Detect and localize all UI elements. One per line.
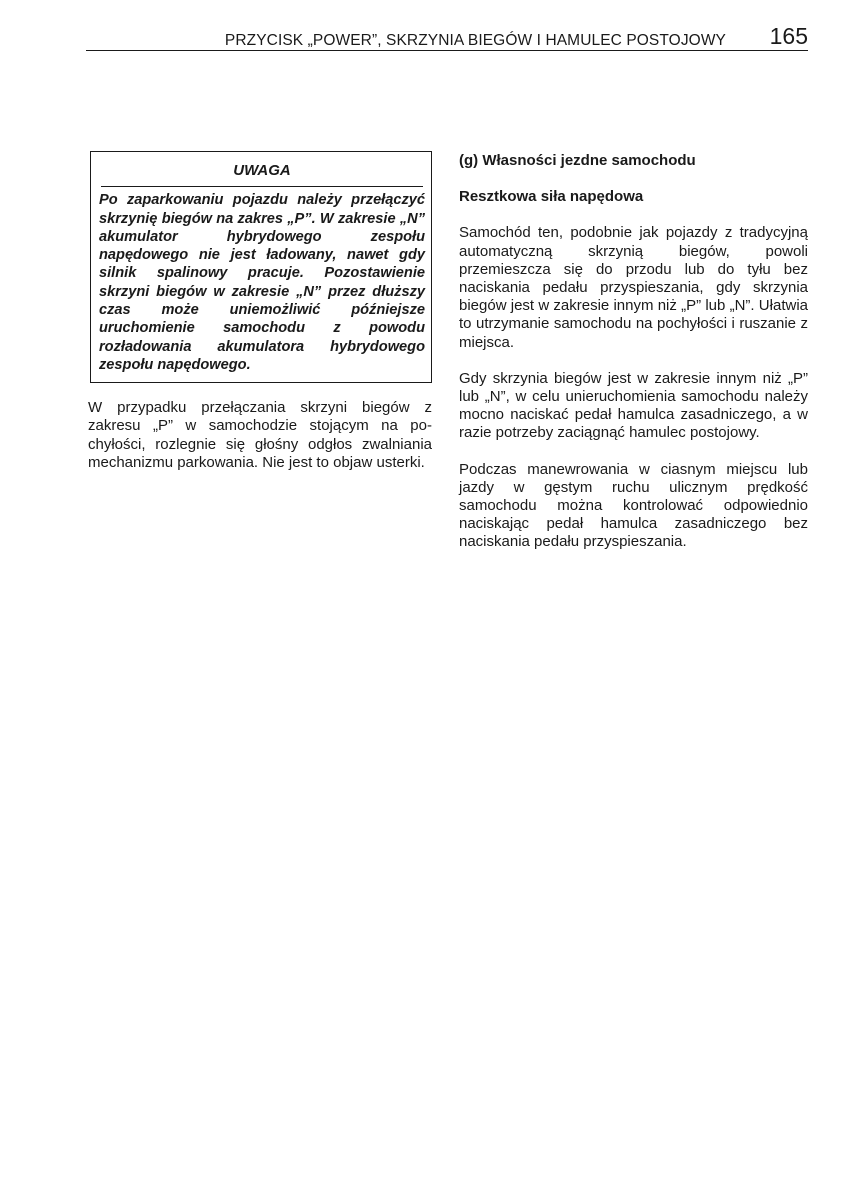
left-column: [88, 151, 432, 490]
right-column: [459, 151, 808, 570]
page-number: 165: [769, 23, 808, 49]
header-title: PRZYCISK „POWER”, SKRZYNIA BIEGÓW I HAMULEC POSTOJOWY: [224, 32, 726, 49]
paragraph: Gdy skrzynia biegów jest w zakresie innym niż „P” lub „N”, w celu unieruchomienia samochodu należy mocno naciskać pedał hamulca zasadniczego, a w razie potrzeby zaciągnąć hamulec postojowy.: [459, 369, 808, 442]
subheading: Resztkowa siła napędowa: [459, 188, 644, 206]
paragraph: W przypadku przełączania skrzyni biegów z zakresu „P” w samochodzie stojącym na pochyłości, rozlegnie się głośny odgłos zwalniania mechanizmu parkowania. Nie jest to objaw usterki.: [88, 399, 432, 471]
warning-text: Po zaparkowaniu pojazdu należy przełączyć skrzynię biegów na zakres „P”. W zakresie „N” akumulator hybrydowego zespołu napędowego nie jest ładowany, nawet gdy silnik spalinowy pracuje. Pozostawienie skrzyni biegów w zakresie „N” przez dłuższy czas może uniemożliwić późniejsze uruchomienie samochodu z powodu rozładowania akumulatora hybrydowego zespołu napędowego.: [99, 192, 425, 373]
paragraph: Samochód ten, podobnie jak pojazdy z tradycyjną automatyczną skrzynią biegów, powoli przemieszcza się do przodu lub do tyłu bez naciskania pedału przyspieszania, gdy skrzynia biegów jest w zakresie innym niż „P” lub „N”. Ułatwia to utrzymanie samochodu na pochyłości i ruszanie z miejsca.: [459, 224, 808, 351]
paragraph: Podczas manewrowania w ciasnym miejscu lub jazdy w gęstym ruchu ulicznym prędkość samochodu można kontrolować odpowiednio naciskając pedał hamulca zasadniczego bez naciskania pedału przyspieszania.: [459, 460, 808, 551]
section-heading: (g) Własności jezdne samochodu: [459, 152, 696, 169]
warning-box: [90, 151, 432, 383]
warning-title: UWAGA: [101, 158, 423, 187]
page-header: [86, 23, 808, 51]
